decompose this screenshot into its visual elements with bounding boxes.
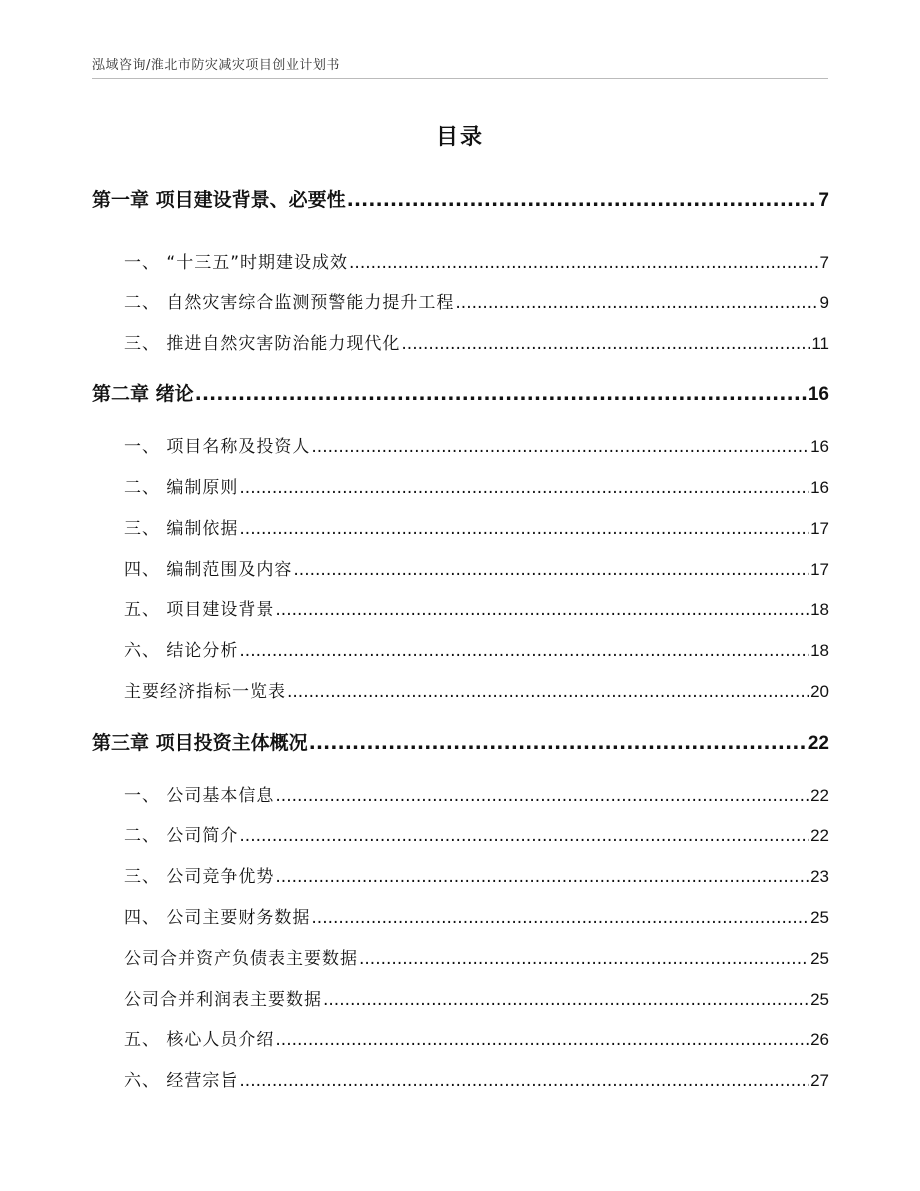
toc-entry-label: 二、 自然灾害综合监测预警能力提升工程	[124, 293, 455, 313]
toc-entry-label: 公司合并利润表主要数据	[124, 990, 322, 1010]
toc-entry-page: 16	[810, 437, 829, 456]
toc-entry-page: 7	[819, 253, 829, 272]
dot-leader	[401, 334, 810, 354]
dot-leader	[275, 1030, 809, 1050]
toc-entry[interactable]	[92, 329, 829, 354]
toc-entry-label: 一、 项目名称及投资人	[124, 437, 311, 457]
dot-leader	[359, 949, 809, 969]
dot-leader	[455, 293, 818, 313]
toc-entry-page: 17	[810, 519, 829, 538]
toc-entry-page: 18	[810, 600, 829, 619]
toc-entry[interactable]	[92, 248, 829, 273]
toc-entry-page: 27	[810, 1071, 829, 1090]
toc-entry-label: 第三章 项目投资主体概况	[92, 732, 308, 754]
toc-entry-page: 9	[819, 293, 829, 312]
toc-entry[interactable]	[92, 288, 829, 313]
toc-entry-label: 第二章 绪论	[92, 383, 194, 405]
dot-leader	[311, 437, 809, 457]
toc-entry-label: 第一章 项目建设背景、必要性	[92, 189, 346, 211]
dot-leader	[239, 478, 809, 498]
dot-leader	[239, 1071, 809, 1091]
dot-leader	[195, 383, 807, 405]
toc-entry[interactable]	[92, 379, 829, 406]
toc-entry-page: 18	[810, 641, 829, 660]
toc-entry-page: 7	[818, 190, 829, 211]
toc-entry[interactable]	[92, 903, 829, 928]
toc-entry[interactable]	[92, 185, 829, 212]
toc-entry[interactable]	[92, 862, 829, 887]
toc-title: 目录	[435, 125, 484, 150]
dot-leader	[293, 560, 809, 580]
dot-leader	[239, 641, 809, 661]
toc-entry[interactable]	[92, 728, 829, 755]
toc-entry-label: 六、 经营宗旨	[124, 1071, 239, 1091]
toc-entry[interactable]	[92, 944, 829, 969]
toc-entry-page: 20	[810, 682, 829, 701]
toc-entry-label: 一、 “十三五”时期建设成效	[124, 253, 349, 273]
toc-entry-label: 五、 项目建设背景	[124, 600, 275, 620]
dot-leader	[275, 786, 809, 806]
dot-leader	[275, 600, 809, 620]
dot-leader	[287, 682, 809, 702]
toc-entry-page: 11	[811, 334, 829, 353]
toc-entry[interactable]	[92, 555, 829, 580]
toc-entry-label: 五、 核心人员介绍	[124, 1030, 275, 1050]
header-divider	[92, 78, 828, 79]
toc-entry-page: 23	[810, 867, 829, 886]
dot-leader	[309, 732, 807, 754]
dot-leader	[239, 826, 809, 846]
dot-leader	[275, 867, 809, 887]
toc-entry-label: 公司合并资产负债表主要数据	[124, 949, 358, 969]
toc-entry-label: 四、 公司主要财务数据	[124, 908, 311, 928]
toc-entry-page: 16	[807, 384, 829, 405]
toc-entry[interactable]	[92, 985, 829, 1010]
toc-entry-page: 22	[810, 786, 829, 805]
toc-entry-label: 三、 公司竞争优势	[124, 867, 275, 887]
dot-leader	[323, 990, 809, 1010]
dot-leader	[239, 519, 809, 539]
toc-entry[interactable]	[92, 781, 829, 806]
toc-entry[interactable]	[92, 677, 829, 702]
toc-entry-label: 六、 结论分析	[124, 641, 239, 661]
toc-entry[interactable]	[92, 1025, 829, 1050]
toc-entry[interactable]	[92, 636, 829, 661]
toc-entry-page: 22	[810, 826, 829, 845]
dot-leader	[347, 189, 818, 211]
toc-entry-label: 二、 公司简介	[124, 826, 239, 846]
toc-entry-page: 17	[810, 560, 829, 579]
toc-entry-label: 三、 推进自然灾害防治能力现代化	[124, 334, 401, 354]
toc-entry-page: 22	[807, 733, 829, 754]
toc-entry[interactable]	[92, 821, 829, 846]
toc-entry-page: 26	[810, 1030, 829, 1049]
toc-entry[interactable]	[92, 595, 829, 620]
toc-entry[interactable]	[92, 1066, 829, 1091]
toc-entry-page: 25	[810, 990, 829, 1009]
dot-leader	[349, 253, 819, 273]
toc-entry[interactable]	[92, 514, 829, 539]
running-header: 泓域咨询/淮北市防灾减灾项目创业计划书	[92, 58, 340, 73]
toc-entry-page: 16	[810, 478, 829, 497]
dot-leader	[311, 908, 809, 928]
toc-entry-label: 二、 编制原则	[124, 478, 239, 498]
toc-entry-label: 主要经济指标一览表	[124, 682, 286, 702]
toc-entry[interactable]	[92, 473, 829, 498]
toc-entry-label: 三、 编制依据	[124, 519, 239, 539]
toc-entry-label: 四、 编制范围及内容	[124, 560, 293, 580]
toc-entry-page: 25	[810, 949, 829, 968]
toc-entry-page: 25	[810, 908, 829, 927]
toc-entry-label: 一、 公司基本信息	[124, 786, 275, 806]
toc-entry[interactable]	[92, 432, 829, 457]
